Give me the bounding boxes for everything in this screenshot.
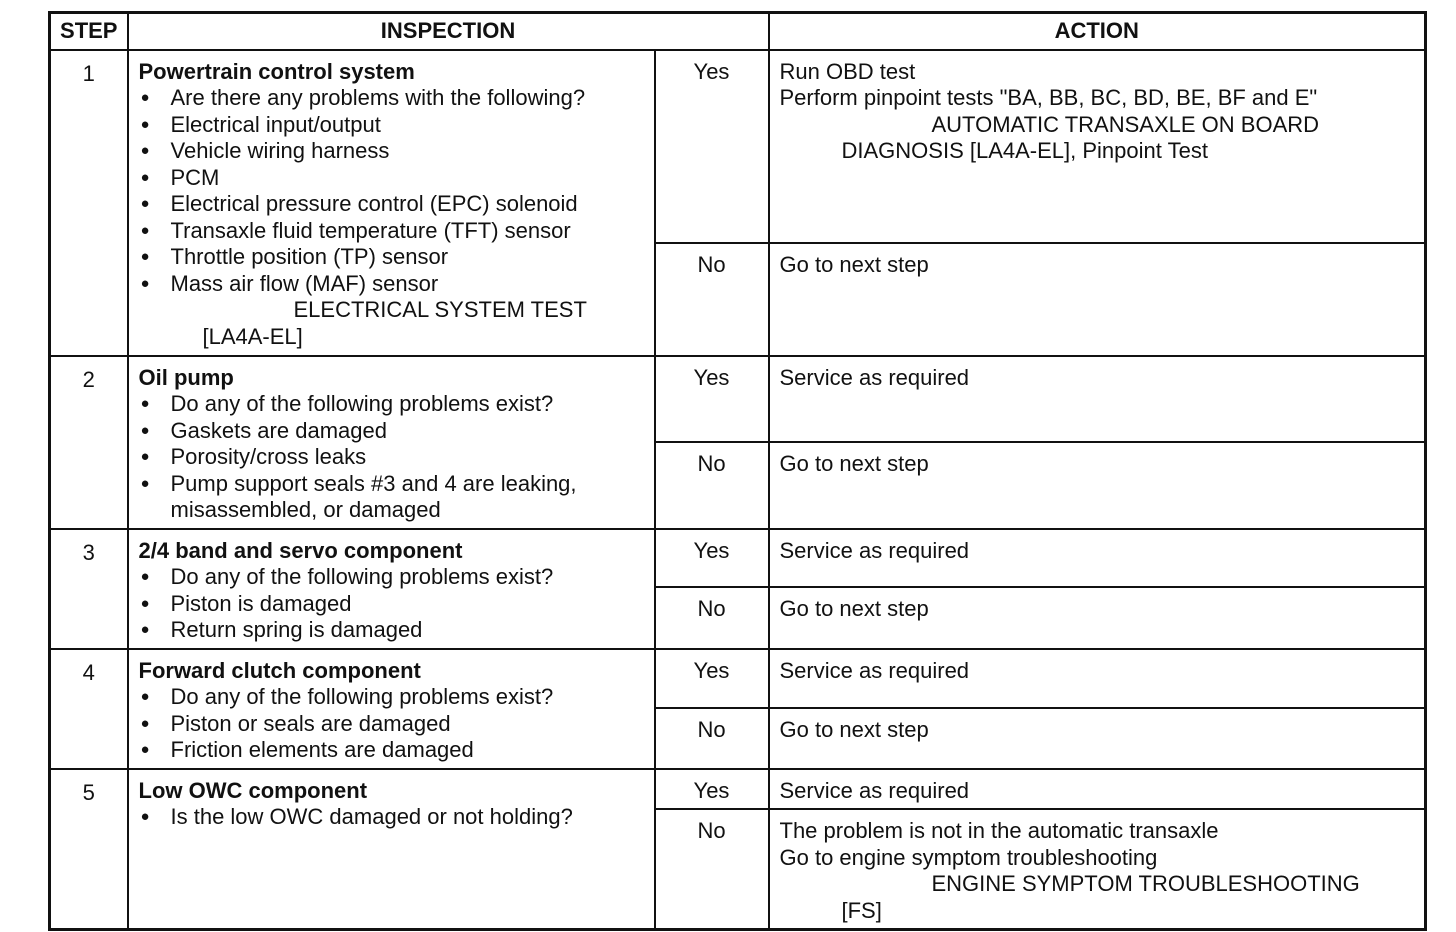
bullet-item: ● Do any of the following problems exist? xyxy=(139,564,644,591)
reference-text: ELECTRICAL SYSTEM TEST xyxy=(293,297,587,322)
inspection-bullet-list xyxy=(139,85,644,297)
reference-text: DIAGNOSIS [LA4A-EL], Pinpoint Test xyxy=(841,138,1208,163)
yes-action: Service as required xyxy=(769,356,1426,443)
bullet-item: ● Electrical pressure control (EPC) solenoid xyxy=(139,191,644,218)
bullet-item: ● Gaskets are damaged xyxy=(139,418,644,445)
reference-code: [LA4A-EL] xyxy=(202,323,303,349)
step-5-yes-row xyxy=(50,769,1426,810)
action-line: Run OBD test xyxy=(779,58,916,84)
bullet-item: ● Transaxle fluid temperature (TFT) sensor xyxy=(139,218,644,245)
inspection-cell xyxy=(128,649,655,769)
inspection-cell xyxy=(128,529,655,649)
inspection-bullet-list xyxy=(139,391,644,524)
no-action: Go to next step xyxy=(769,243,1426,356)
inspection-cell xyxy=(128,769,655,930)
yes-action xyxy=(769,50,1426,243)
step-4-yes-row xyxy=(50,649,1426,708)
no-action: Go to next step xyxy=(769,587,1426,648)
no-action: Go to next step xyxy=(769,708,1426,769)
action-line: Go to engine symptom troubleshooting xyxy=(779,844,1158,870)
yes-label: Yes xyxy=(655,529,769,588)
bullet-item: ● Piston or seals are damaged xyxy=(139,711,644,738)
bullet-item: ● Do any of the following problems exist? xyxy=(139,391,644,418)
bullet-item: ● Vehicle wiring harness xyxy=(139,138,644,165)
inspection-cell xyxy=(128,50,655,356)
bullet-item: ● Porosity/cross leaks xyxy=(139,444,644,471)
yes-action: Service as required xyxy=(769,649,1426,708)
step-number: 1 xyxy=(50,50,128,356)
bullet-item: ● Mass air flow (MAF) sensor xyxy=(139,271,644,298)
header-action: ACTION xyxy=(769,13,1426,50)
bullet-item: ● Friction elements are damaged xyxy=(139,737,644,764)
yes-label: Yes xyxy=(655,769,769,810)
diagnostic-table-wrapper xyxy=(48,11,1424,921)
step-number: 3 xyxy=(50,529,128,649)
bullet-item: ● Is the low OWC damaged or not holding? xyxy=(139,804,644,831)
bullet-item: ● Electrical input/output xyxy=(139,112,644,139)
action-line: Perform pinpoint tests "BA, BB, BC, BD, BE, BF and E" xyxy=(779,85,1318,110)
inspection-bullet-list xyxy=(139,684,644,764)
yes-label: Yes xyxy=(655,649,769,708)
yes-label: Yes xyxy=(655,356,769,443)
inspection-title: Forward clutch component xyxy=(138,657,421,683)
no-label: No xyxy=(655,708,769,769)
bullet-item: ● Piston is damaged xyxy=(139,591,644,618)
no-label: No xyxy=(655,243,769,356)
no-action: Go to next step xyxy=(769,442,1426,529)
inspection-title: Powertrain control system xyxy=(138,58,415,84)
header-inspection: INSPECTION xyxy=(128,13,769,50)
no-action xyxy=(769,809,1426,930)
yes-action: Service as required xyxy=(769,529,1426,588)
reference-text: AUTOMATIC TRANSAXLE ON BOARD xyxy=(931,111,1320,137)
step-1-yes-row xyxy=(50,50,1426,243)
step-number: 4 xyxy=(50,649,128,769)
inspection-bullet-list xyxy=(139,804,644,831)
inspection-title: 2/4 band and servo component xyxy=(138,537,463,563)
step-3-yes-row xyxy=(50,529,1426,588)
header-row xyxy=(50,13,1426,50)
bullet-item: ● PCM xyxy=(139,165,644,192)
bullet-item: ● Pump support seals #3 and 4 are leaking, misassembled, or damaged xyxy=(139,471,644,524)
header-step: STEP xyxy=(50,13,128,50)
reference-code: [FS] xyxy=(841,897,882,923)
yes-label: Yes xyxy=(655,50,769,243)
inspection-title: Low OWC component xyxy=(138,777,368,803)
reference-text: ENGINE SYMPTOM TROUBLESHOOTING xyxy=(931,871,1360,896)
bullet-item: ● Throttle position (TP) sensor xyxy=(139,244,644,271)
bullet-item: ● Do any of the following problems exist? xyxy=(139,684,644,711)
inspection-bullet-list xyxy=(139,564,644,644)
step-2-yes-row xyxy=(50,356,1426,443)
no-label: No xyxy=(655,809,769,930)
step-number: 2 xyxy=(50,356,128,529)
action-line: The problem is not in the automatic transaxle xyxy=(779,818,1219,843)
diagnostic-table xyxy=(48,11,1427,931)
no-label: No xyxy=(655,442,769,529)
yes-action: Service as required xyxy=(769,769,1426,810)
step-number: 5 xyxy=(50,769,128,930)
bullet-item: ● Are there any problems with the following? xyxy=(139,85,644,112)
no-label: No xyxy=(655,587,769,648)
inspection-title: Oil pump xyxy=(138,364,234,390)
inspection-cell xyxy=(128,356,655,529)
bullet-item: ● Return spring is damaged xyxy=(139,617,644,644)
